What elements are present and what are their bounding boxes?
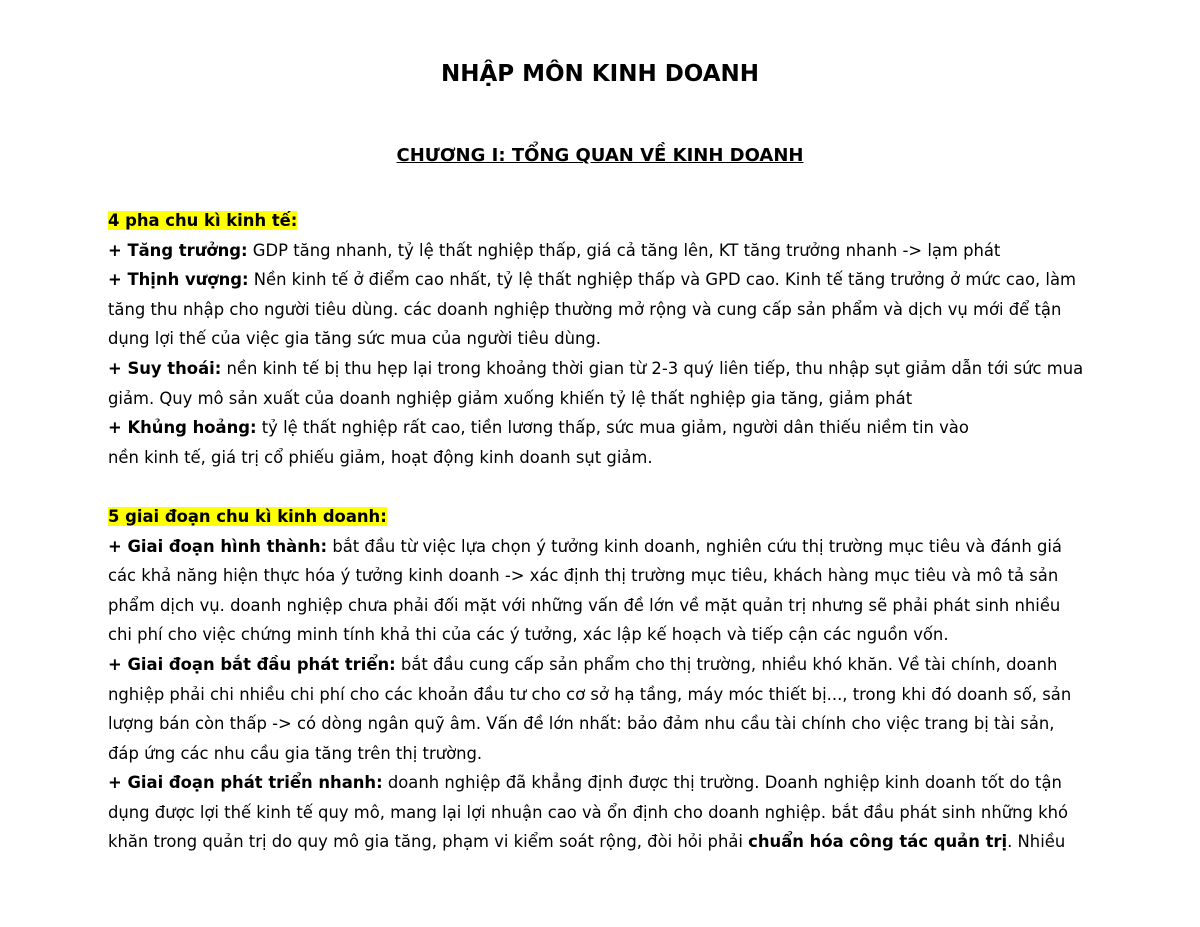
paragraph-line <box>108 413 1118 443</box>
term-text: nền kinh tế bị thu hẹp lại trong khoảng thời gian từ 2-3 quý liên tiếp, thu nhập sụt giảm dẫn tới sức mua <box>221 358 1084 378</box>
term-text: bắt đầu từ việc lựa chọn ý tưởng kinh doanh, nghiên cứu thị trường mục tiêu và đánh giá <box>327 536 1062 556</box>
paragraph-line <box>108 650 1118 680</box>
paragraph-line <box>108 532 1118 562</box>
term-label: + Thịnh vượng: <box>108 270 249 290</box>
section-economic-cycle <box>108 206 1118 472</box>
chapter-title: CHƯƠNG I: TỔNG QUAN VỀ KINH DOANH <box>396 145 804 166</box>
paragraph-line: chi phí cho việc chứng minh tính khả thi của các ý tưởng, xác lập kế hoạch và tiếp cận các nguồn vốn. <box>108 625 949 645</box>
highlighted-heading: 5 giai đoạn chu kì kinh doanh: <box>108 506 387 526</box>
term-text: bắt đầu cung cấp sản phẩm cho thị trường, nhiều khó khăn. Về tài chính, doanh <box>395 654 1058 674</box>
paragraph-line: dụng lợi thế của việc gia tăng sức mua của người tiêu dùng. <box>108 329 601 349</box>
paragraph-line: tăng thu nhập cho người tiêu dùng. các doanh nghiệp thường mở rộng và cung cấp sản phẩm và dịch vụ mới để tận <box>108 299 1062 319</box>
paragraph-line <box>108 236 1118 266</box>
term-label: + Giai đoạn hình thành: <box>108 536 328 556</box>
section-heading <box>108 206 1118 236</box>
paragraph-line: giảm. Quy mô sản xuất của doanh nghiệp giảm xuống khiến tỷ lệ thất nghiệp gia tăng, giảm phát <box>108 388 913 408</box>
section-heading <box>108 502 1118 532</box>
blank-line <box>108 472 1118 502</box>
document-body <box>108 206 1118 857</box>
term-text: . Nhiều <box>1007 832 1066 852</box>
bold-phrase: chuẩn hóa công tác quản trị <box>748 832 1008 852</box>
paragraph-line <box>108 265 1118 295</box>
paragraph-line: phẩm dịch vụ. doanh nghiệp chưa phải đối mặt với những vấn đề lớn về mặt quản trị nhưng sẽ phải phát sinh nhiều <box>108 595 1061 615</box>
term-text: tỷ lệ thất nghiệp rất cao, tiền lương thấp, sức mua giảm, người dân thiếu niềm tin vào <box>256 418 969 438</box>
term-label: + Giai đoạn bắt đầu phát triển: <box>108 654 396 674</box>
term-text: doanh nghiệp đã khẳng định được thị trường. Doanh nghiệp kinh doanh tốt do tận <box>382 773 1062 793</box>
paragraph-line <box>108 768 1118 798</box>
paragraph-line: nền kinh tế, giá trị cổ phiếu giảm, hoạt động kinh doanh sụt giảm. <box>108 447 653 467</box>
paragraph-line: dụng được lợi thế kinh tế quy mô, mang lại lợi nhuận cao và ổn định cho doanh nghiệp. bắt đầu phát sinh những khó <box>108 802 1069 822</box>
paragraph-line <box>108 354 1118 384</box>
section-business-cycle <box>108 502 1118 857</box>
paragraph-line <box>108 827 1118 857</box>
document-title: NHẬP MÔN KINH DOANH <box>440 61 760 87</box>
paragraph-line: đáp ứng các nhu cầu gia tăng trên thị trường. <box>108 743 483 763</box>
term-text: Nền kinh tế ở điểm cao nhất, tỷ lệ thất nghiệp thấp và GPD cao. Kinh tế tăng trưởng ở mức cao, làm <box>248 270 1076 290</box>
term-text: khăn trong quản trị do quy mô gia tăng, phạm vi kiểm soát rộng, đòi hỏi phải <box>108 832 749 852</box>
paragraph-line: nghiệp phải chi nhiều chi phí cho các khoản đầu tư cho cơ sở hạ tầng, máy móc thiết bị..., trong khi đó doanh số, sản <box>108 684 1072 704</box>
highlighted-heading: 4 pha chu kì kinh tế: <box>108 211 298 230</box>
term-label: + Khủng hoảng: <box>108 418 257 438</box>
paragraph-line: các khả năng hiện thực hóa ý tưởng kinh doanh -> xác định thị trường mục tiêu, khách hàng mục tiêu và mô tả sản <box>108 566 1059 586</box>
term-label: + Suy thoái: <box>108 358 222 378</box>
term-label: + Tăng trưởng: <box>108 240 248 260</box>
paragraph-line: lượng bán còn thấp -> có dòng ngân quỹ âm. Vấn đề lớn nhất: bảo đảm nhu cầu tài chính cho việc trang bị tài sản, <box>108 714 1055 734</box>
term-label: + Giai đoạn phát triển nhanh: <box>108 773 383 793</box>
term-text: GDP tăng nhanh, tỷ lệ thất nghiệp thấp, giá cả tăng lên, KT tăng trưởng nhanh -> lạm phát <box>247 240 1001 260</box>
